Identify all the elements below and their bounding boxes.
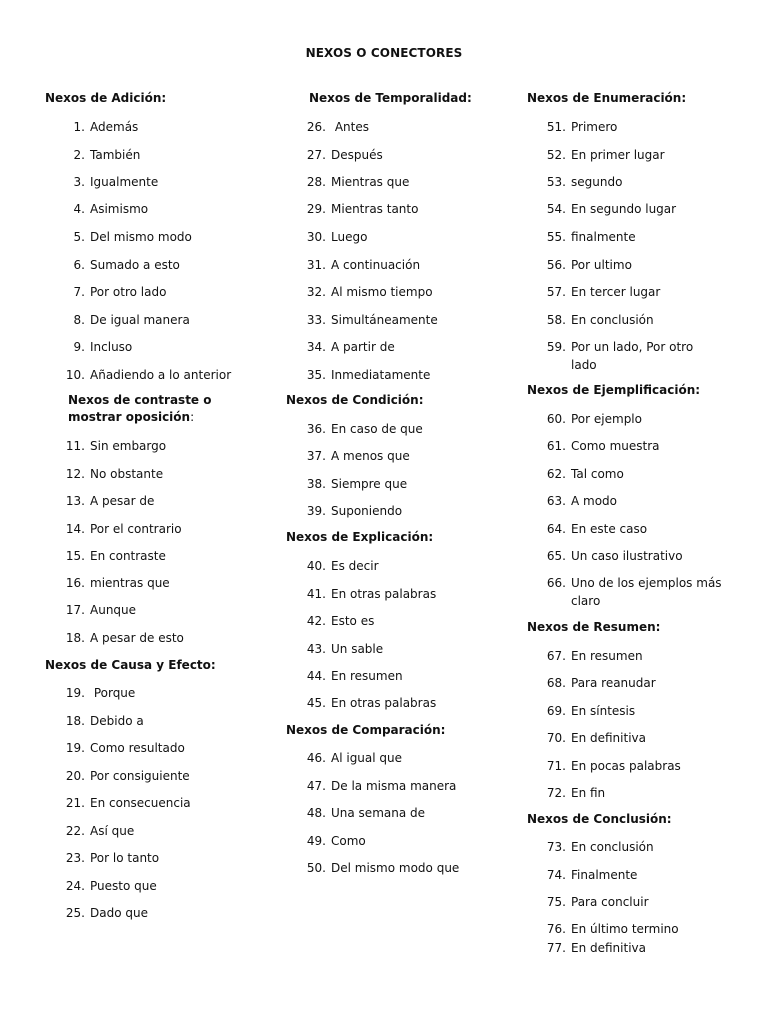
list-item (546, 492, 618, 510)
list-item-number: 17. (65, 603, 85, 617)
list-item (65, 547, 166, 565)
list-item (546, 283, 661, 301)
list-item-number: 60. (546, 412, 566, 426)
list-item-number: 22. (65, 824, 85, 838)
list-item-text: Añadiendo a lo anterior (90, 368, 232, 382)
section-heading (68, 392, 211, 426)
list-item (65, 904, 148, 922)
list-item-number: 64. (546, 522, 566, 536)
list-item (65, 849, 160, 867)
list-item (306, 640, 384, 658)
list-item-number: 73. (546, 840, 566, 854)
list-item-number: 43. (306, 642, 326, 656)
list-item (546, 465, 624, 483)
list-item-number: 65. (546, 549, 566, 563)
list-item-number: 15. (65, 549, 85, 563)
list-item-number: 19. (65, 686, 85, 700)
section-heading: Nexos de Temporalidad: (309, 91, 472, 105)
list-item-text: Simultáneamente (331, 313, 438, 327)
list-item-text: En conclusión (571, 840, 654, 854)
list-item-number: 45. (306, 696, 326, 710)
list-item (306, 585, 437, 603)
list-item (73, 256, 180, 274)
list-item (65, 629, 184, 647)
list-item-number: 4. (73, 202, 85, 216)
list-item-text: En fin (571, 786, 606, 800)
list-item-text: Del mismo modo (90, 230, 192, 244)
list-item (73, 146, 141, 164)
list-item (546, 920, 679, 938)
list-item (546, 674, 656, 692)
list-item-text: Porque (90, 686, 136, 700)
list-item-number: 77. (546, 941, 566, 955)
list-item-number: 32. (306, 285, 326, 299)
list-item-text: Aunque (90, 603, 137, 617)
list-item (306, 475, 408, 493)
list-item (546, 118, 618, 136)
list-item-number: 62. (546, 467, 566, 481)
list-item-text: En resumen (331, 669, 403, 683)
list-item-text: Tal como (571, 467, 624, 481)
list-item-number: 28. (306, 175, 326, 189)
section-heading: Nexos de Ejemplificación: (527, 383, 701, 397)
list-item-text: Al igual que (331, 751, 403, 765)
list-item (306, 256, 421, 274)
list-item (306, 118, 369, 136)
list-item-number: 67. (546, 649, 566, 663)
list-item-text: En otras palabras (331, 696, 437, 710)
list-item-number: 44. (306, 669, 326, 683)
list-item-text: En síntesis (571, 704, 636, 718)
section-heading: Nexos de Adición: (45, 91, 167, 105)
list-item-text: Asimismo (90, 202, 149, 216)
list-item (73, 200, 149, 218)
list-item-text: En definitiva (571, 731, 646, 745)
list-item-number: 57. (546, 285, 566, 299)
list-item-text: Por lo tanto (90, 851, 160, 865)
list-item-number: 18. (65, 631, 85, 645)
list-item-number: 37. (306, 449, 326, 463)
list-item-text: A menos que (331, 449, 410, 463)
list-item-number: 72. (546, 786, 566, 800)
list-item-number: 53. (546, 175, 566, 189)
list-item-text: Por ejemplo (571, 412, 642, 426)
list-item (65, 739, 185, 757)
list-item-number: 76. (546, 922, 566, 936)
list-item (546, 200, 677, 218)
list-item (546, 784, 606, 802)
list-item-text: Mientras que (331, 175, 410, 189)
list-item-text: Primero (571, 120, 618, 134)
list-item-number: 66. (546, 576, 566, 590)
list-item-text: Por el contrario (90, 522, 182, 536)
list-item (546, 574, 722, 610)
list-item (65, 712, 144, 730)
section-heading: Nexos de Condición: (286, 393, 424, 407)
list-item-number: 26. (306, 120, 326, 134)
list-item (306, 749, 403, 767)
list-item (306, 200, 419, 218)
list-item (306, 420, 423, 438)
list-item-text: Un sable (331, 642, 384, 656)
list-item-text: En contraste (90, 549, 166, 563)
list-item (306, 311, 438, 329)
list-item-number: 20. (65, 769, 85, 783)
list-item (546, 228, 636, 246)
list-item (546, 311, 654, 329)
list-item (306, 557, 379, 575)
section-heading: Nexos de Resumen: (527, 620, 661, 634)
list-item-number: 27. (306, 148, 326, 162)
list-item-text: Siempre que (331, 477, 408, 491)
list-item-text: Esto es (331, 614, 375, 628)
list-item (73, 173, 159, 191)
list-item (306, 173, 410, 191)
list-item-number: 68. (546, 676, 566, 690)
list-item (546, 647, 643, 665)
list-item-text: segundo (571, 175, 623, 189)
list-item (73, 338, 133, 356)
list-item-number: 19. (65, 741, 85, 755)
list-item (65, 492, 155, 510)
list-item-text: finalmente (571, 230, 636, 244)
list-item (306, 366, 431, 384)
list-item-number: 71. (546, 759, 566, 773)
list-item (306, 804, 426, 822)
list-item-number: 25. (65, 906, 85, 920)
list-item-number: 6. (73, 258, 85, 272)
list-item-text: Una semana de (331, 806, 426, 820)
list-item (65, 684, 136, 702)
list-item (65, 437, 167, 455)
list-item-text: Para reanudar (571, 676, 656, 690)
list-item-number: 48. (306, 806, 326, 820)
list-item (306, 228, 368, 246)
section-heading: Nexos de Enumeración: (527, 91, 687, 105)
list-item-text: Por otro lado (90, 285, 167, 299)
list-item-number: 58. (546, 313, 566, 327)
list-item-number: 38. (306, 477, 326, 491)
list-item (546, 893, 649, 911)
list-item-text: Mientras tanto (331, 202, 419, 216)
list-item-text: Antes (331, 120, 369, 134)
list-item (546, 173, 623, 191)
list-item-text: Como resultado (90, 741, 185, 755)
section-heading-line: mostrar oposición: (68, 410, 195, 424)
list-item (73, 228, 192, 246)
list-item-number: 7. (73, 285, 85, 299)
list-item-text: A pesar de (90, 494, 155, 508)
list-item-text: A partir de (331, 340, 395, 354)
list-item-text: Finalmente (571, 868, 638, 882)
list-item-number: 33. (306, 313, 326, 327)
list-item-number: 31. (306, 258, 326, 272)
list-item (546, 838, 654, 856)
list-item-text: Suponiendo (331, 504, 403, 518)
list-item-number: 74. (546, 868, 566, 882)
list-item (546, 939, 646, 957)
list-item-number: 30. (306, 230, 326, 244)
list-item-text: En definitiva (571, 941, 646, 955)
list-item-text: Del mismo modo que (331, 861, 460, 875)
list-item (65, 877, 157, 895)
list-item-number: 63. (546, 494, 566, 508)
list-item-number: 52. (546, 148, 566, 162)
list-item-number: 69. (546, 704, 566, 718)
list-item-text: En pocas palabras (571, 759, 681, 773)
list-item (306, 667, 403, 685)
list-item-text: En primer lugar (571, 148, 665, 162)
list-item-text: Inmediatamente (331, 368, 431, 382)
list-item-number: 18. (65, 714, 85, 728)
list-item (65, 465, 164, 483)
list-item (306, 859, 460, 877)
list-item-text: Sin embargo (90, 439, 167, 453)
list-item-text: Debido a (90, 714, 144, 728)
list-item-number: 24. (65, 879, 85, 893)
list-item-text: mientras que (90, 576, 170, 590)
list-item-text: Como muestra (571, 439, 660, 453)
list-item (65, 767, 190, 785)
list-item-number: 49. (306, 834, 326, 848)
list-item-text: Por ultimo (571, 258, 632, 272)
list-item-text: Después (331, 148, 383, 162)
list-item-text: Sumado a esto (90, 258, 180, 272)
list-item-number: 54. (546, 202, 566, 216)
list-item-text: No obstante (90, 467, 164, 481)
list-item-number: 8. (73, 313, 85, 327)
list-item-number: 13. (65, 494, 85, 508)
list-item (306, 694, 437, 712)
list-item-number: 21. (65, 796, 85, 810)
list-item (73, 283, 167, 301)
section-heading: Nexos de Comparación: (286, 723, 446, 737)
list-item (65, 794, 191, 812)
list-item-text: Por un lado, Por otro (571, 340, 694, 354)
list-item-text: Al mismo tiempo (331, 285, 433, 299)
list-item (65, 601, 137, 619)
list-item (65, 822, 135, 840)
list-item-text: En otras palabras (331, 587, 437, 601)
section-heading-line: Nexos de contraste o (68, 393, 212, 407)
list-item-number: 41. (306, 587, 326, 601)
list-item-text: Como (331, 834, 366, 848)
list-item-number: 11. (65, 439, 85, 453)
list-item (546, 702, 636, 720)
list-item (65, 366, 232, 384)
list-item-text: En resumen (571, 649, 643, 663)
list-item (546, 757, 681, 775)
document-title: NEXOS O CONECTORES (305, 46, 463, 60)
list-item-text-continued: lado (571, 358, 597, 372)
list-item-number: 55. (546, 230, 566, 244)
list-item-number: 39. (306, 504, 326, 518)
list-item-number: 61. (546, 439, 566, 453)
list-item-text: En este caso (571, 522, 648, 536)
list-item-text: A pesar de esto (90, 631, 184, 645)
heading-suffix: : (190, 410, 195, 424)
list-item-text: En último termino (571, 922, 679, 936)
list-item-text: En caso de que (331, 422, 423, 436)
list-item-number: 5. (73, 230, 85, 244)
section-heading: Nexos de Explicación: (286, 530, 434, 544)
list-item-number: 40. (306, 559, 326, 573)
list-item-text: A modo (571, 494, 618, 508)
list-item-text: De la misma manera (331, 779, 457, 793)
list-item-number: 46. (306, 751, 326, 765)
list-item-text: En tercer lugar (571, 285, 661, 299)
list-item-number: 59. (546, 340, 566, 354)
list-item (546, 547, 683, 565)
list-item (65, 520, 182, 538)
list-item (306, 832, 366, 850)
list-item-text: En conclusión (571, 313, 654, 327)
list-item-number: 56. (546, 258, 566, 272)
list-item-number: 70. (546, 731, 566, 745)
list-item (546, 866, 638, 884)
list-item-number: 10. (65, 368, 85, 382)
list-item-number: 1. (73, 120, 85, 134)
list-item-number: 9. (73, 340, 85, 354)
list-item-text: Así que (90, 824, 135, 838)
list-item-text: Incluso (90, 340, 133, 354)
list-item-text: Dado que (90, 906, 148, 920)
list-item (73, 311, 190, 329)
list-item-text: Igualmente (90, 175, 159, 189)
list-item-text: Además (90, 120, 139, 134)
list-item (546, 729, 646, 747)
section-heading: Nexos de Causa y Efecto: (45, 658, 216, 672)
section-heading: Nexos de Conclusión: (527, 812, 672, 826)
list-item (306, 447, 410, 465)
list-item-text: Puesto que (90, 879, 157, 893)
list-item-number: 2. (73, 148, 85, 162)
list-item-text: De igual manera (90, 313, 190, 327)
list-item-text-continued: claro (571, 594, 601, 608)
list-item-number: 29. (306, 202, 326, 216)
list-item-number: 47. (306, 779, 326, 793)
list-item (306, 338, 395, 356)
list-item (546, 437, 660, 455)
list-item-number: 12. (65, 467, 85, 481)
list-item (546, 338, 694, 374)
list-item (306, 612, 375, 630)
list-item (546, 256, 632, 274)
list-item-text: Es decir (331, 559, 379, 573)
list-item-text: Para concluir (571, 895, 649, 909)
list-item-number: 23. (65, 851, 85, 865)
list-item (546, 410, 642, 428)
list-item-number: 36. (306, 422, 326, 436)
list-item-text: En segundo lugar (571, 202, 677, 216)
list-item-number: 75. (546, 895, 566, 909)
list-item (546, 146, 665, 164)
list-item (546, 520, 648, 538)
list-item-text: Uno de los ejemplos más (571, 576, 722, 590)
list-item-text: Por consiguiente (90, 769, 190, 783)
list-item (65, 574, 170, 592)
list-item-number: 34. (306, 340, 326, 354)
list-item-number: 51. (546, 120, 566, 134)
list-item (306, 283, 433, 301)
list-item-number: 50. (306, 861, 326, 875)
list-item-text: A continuación (331, 258, 421, 272)
list-item-text: En consecuencia (90, 796, 191, 810)
list-item (306, 777, 457, 795)
list-item (306, 502, 403, 520)
list-item-number: 3. (73, 175, 85, 189)
list-item-text: Un caso ilustrativo (571, 549, 683, 563)
list-item-number: 14. (65, 522, 85, 536)
list-item-number: 35. (306, 368, 326, 382)
list-item (73, 118, 139, 136)
list-item-text: Luego (331, 230, 368, 244)
list-item-text: También (90, 148, 141, 162)
list-item-number: 42. (306, 614, 326, 628)
list-item-number: 16. (65, 576, 85, 590)
list-item (306, 146, 383, 164)
